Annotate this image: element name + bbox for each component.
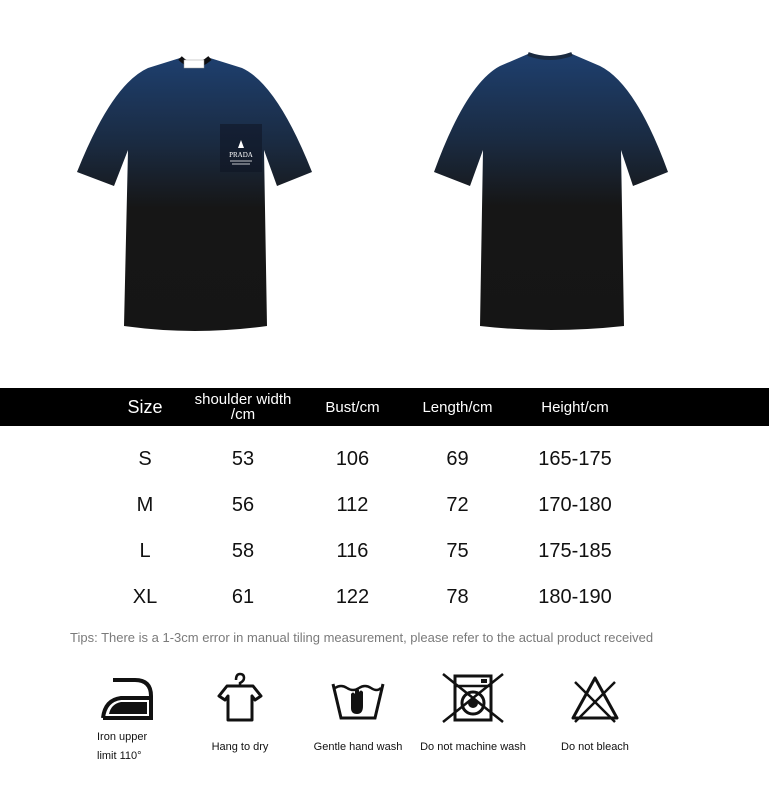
cell-height: 170-180 [538,493,612,516]
size-chart-table [0,388,769,620]
cell-bust: 112 [336,493,369,516]
iron-icon [97,672,157,724]
table-header [0,388,769,426]
table-row [0,482,769,528]
care-instructions [0,672,769,792]
cell-length: 72 [446,493,469,516]
brand-logo-text: PRADA [229,151,253,159]
care-label-hand-wash: Gentle hand wash [313,741,403,753]
cell-length: 75 [446,539,469,562]
care-label-iron-line1: Iron upper [97,731,148,743]
care-item-hand-wash [308,672,408,757]
care-item-hang [200,672,280,757]
cell-shoulder: 61 [231,585,255,608]
cell-shoulder: 56 [231,493,255,516]
cell-length: 69 [446,447,469,470]
header-height: Height/cm [541,398,609,416]
care-item-no-bleach [548,672,642,757]
care-item-no-machine-wash [412,672,534,757]
tshirt-back-image [428,40,673,340]
measurement-tips: Tips: There is a 1-3cm error in manual tiling measurement, please refer to the actual product received [70,630,654,645]
cell-shoulder: 58 [231,539,255,562]
header-shoulder-line1: shoulder width [194,391,292,408]
cell-size: XL [132,585,158,608]
cell-bust: 116 [336,539,369,562]
table-row [0,436,769,482]
cell-bust: 106 [335,447,370,470]
header-shoulder-width [182,388,304,426]
cell-height: 165-175 [538,447,612,470]
care-label-no-machine-wash: Do not machine wash [420,741,526,753]
care-label-no-bleach: Do not bleach [561,741,629,753]
cell-length: 78 [446,585,469,608]
care-label-hang: Hang to dry [211,741,269,753]
header-length: Length/cm [422,398,493,416]
table-row [0,528,769,574]
cell-size: S [138,447,152,470]
cell-height: 175-185 [538,539,612,562]
cell-size: L [139,539,151,562]
care-item-iron [82,672,172,766]
hanger-icon [217,672,263,724]
cell-height: 180-190 [538,585,612,608]
cell-size: M [136,493,154,516]
care-label-iron-line2: limit 110° [97,750,142,762]
tshirt-front-image [72,40,317,340]
no-bleach-icon [569,672,621,724]
no-machine-wash-icon [441,672,505,724]
hand-wash-icon [329,672,387,724]
header-size: Size [127,396,163,417]
table-row [0,574,769,620]
cell-shoulder: 53 [231,447,255,470]
header-bust: Bust/cm [325,398,380,416]
cell-bust: 122 [335,585,370,608]
header-shoulder-line2: /cm [230,406,256,423]
